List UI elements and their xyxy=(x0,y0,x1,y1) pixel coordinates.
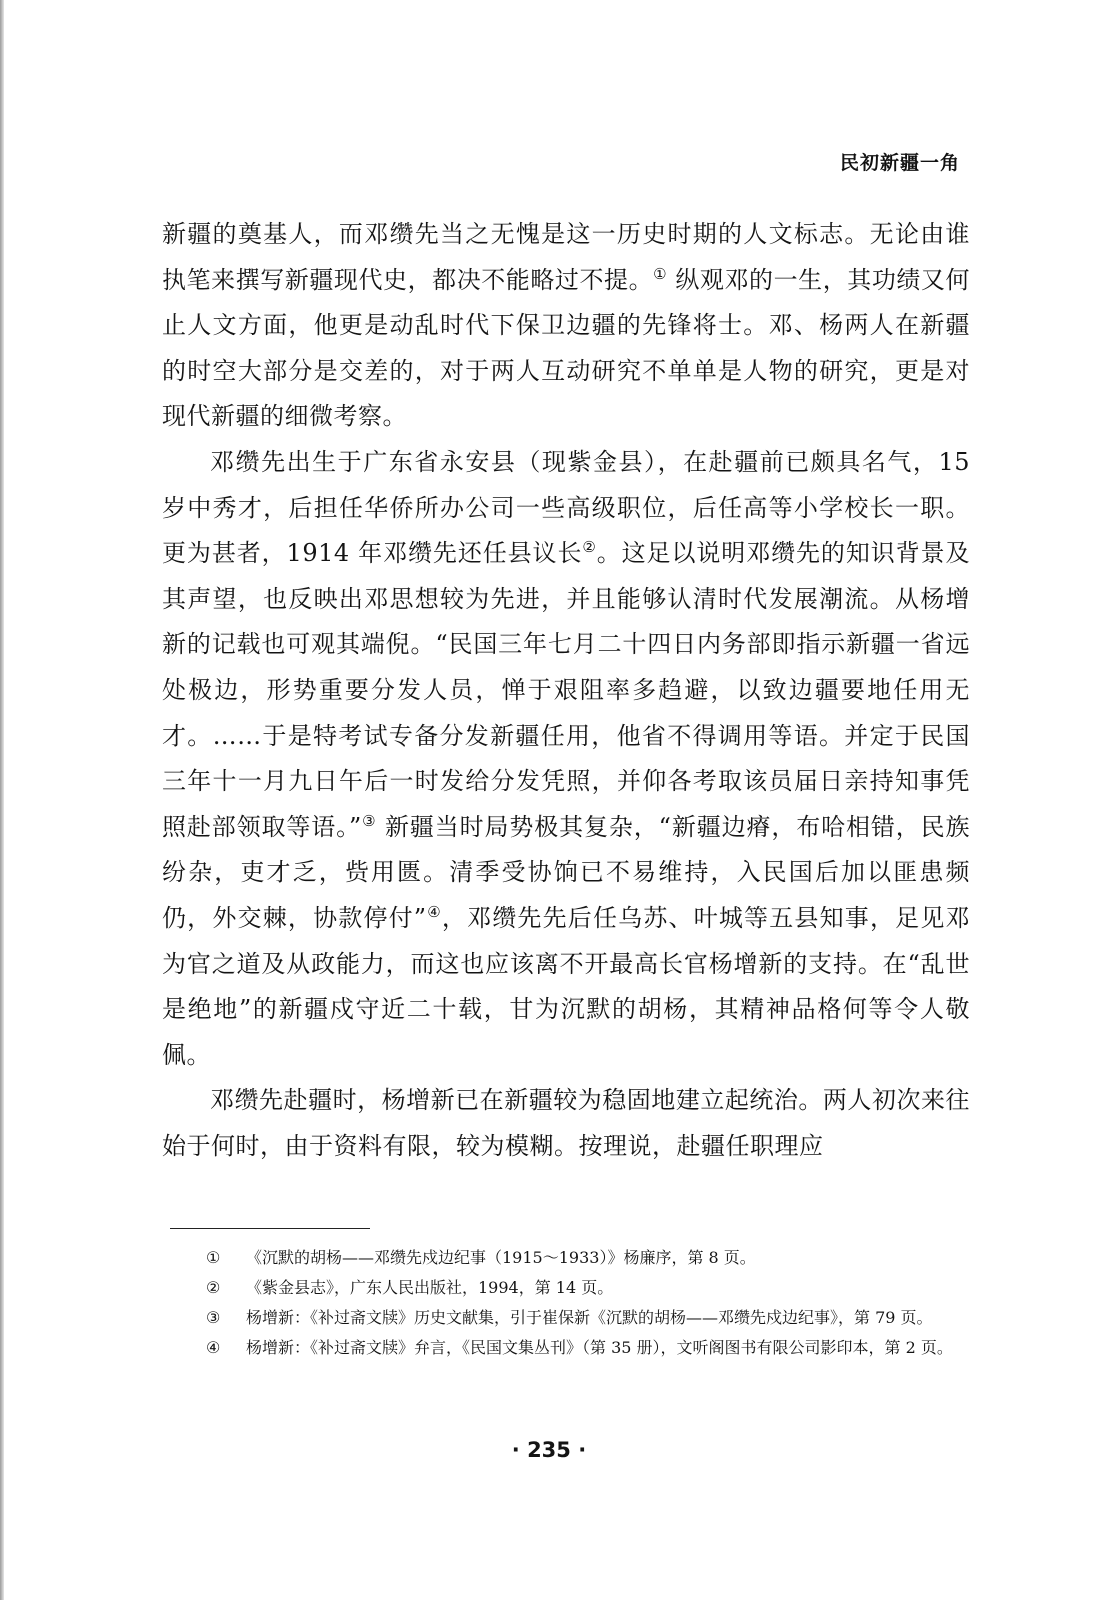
paragraph-1 xyxy=(162,212,970,440)
footnote-text: 杨增新：《补过斋文牍》弁言，《民国文集丛刊》（第 35 册），文听阁图书有限公司影印本，第 2 页。 xyxy=(246,1338,953,1357)
paragraph-1-text: 纵观邓的一生，其功绩又何止人文方面，他更是动乱时代下保卫边疆的先锋将士。邓、杨两人在新疆的时空大部分是交差的，对于两人互动研究不单单是人物的研究，更是对现代新疆的细微考察。 xyxy=(162,265,970,431)
paragraph-3-text: 邓缵先赴疆时，杨增新已在新疆较为稳固地建立起统治。两人初次来往始于何时，由于资料有限，较为模糊。按理说，赴疆任职理应 xyxy=(162,1086,970,1160)
paragraph-3 xyxy=(162,1078,970,1169)
footnote-4 xyxy=(206,1336,974,1360)
footnote-marker: ④ xyxy=(206,1338,221,1357)
paragraph-2-text: 邓缵先出生于广东省永安县（现紫金县），在赴疆前已颇具名气，15 岁中秀才，后担任华侨所办公司一些高级职位，后任高等小学校长一职。更为甚者，1914 年邓缵先还任县议长 xyxy=(162,447,970,568)
footnote-marker: ① xyxy=(206,1248,221,1267)
scan-edge xyxy=(0,0,4,1600)
footnote-marker: ② xyxy=(206,1278,221,1297)
paragraph-2-text: 新疆当时局势极其复杂，“新疆边瘠，布哈相错，民族纷杂，吏才乏，赀用匮。清季受协饷已不易维持，入民国后加以匪患频仍，外交棘，协款停付” xyxy=(162,812,970,932)
footnote-ref-3: ③ xyxy=(361,811,377,830)
paragraph-2-text: 。这足以说明邓缵先的知识背景及其声望，也反映出邓思想较为先进，并且能够认清时代发展潮流。从杨增新的记载也可观其端倪。“民国三年七月二十四日内务部即指示新疆一省远处极边，形势重要分发人员，惮于艰阻率多趋避，以致边疆要地任用无才。……于是特考试专备分发新疆任用，他省不得调用等语。并定于民国三年十一月九日午后一时发给分发凭照，并仰各考取该员届日亲持知事凭照赴部领取等语。” xyxy=(162,539,970,841)
footnote-text: 《沉默的胡杨——邓缵先戍边纪事（1915～1933）》杨廉序，第 8 页。 xyxy=(246,1248,756,1267)
footnote-ref-2: ② xyxy=(582,538,597,557)
paragraph-2 xyxy=(162,440,970,1078)
footnote-text: 杨增新：《补过斋文牍》历史文献集，引于崔保新《沉默的胡杨——邓缵先戍边纪事》，第 79 页。 xyxy=(246,1308,933,1327)
footnote-ref-1: ① xyxy=(653,264,668,283)
footnote-3 xyxy=(206,1306,974,1330)
footnote-text: 《紫金县志》，广东人民出版社，1994，第 14 页。 xyxy=(246,1278,614,1297)
paragraph-1-text: 新疆的奠基人，而邓缵先当之无愧是这一历史时期的人文标志。无论由谁执笔来撰写新疆现代史，都决不能略过不提。 xyxy=(162,220,970,294)
footnote-separator xyxy=(170,1228,370,1229)
body-text xyxy=(162,212,970,1169)
running-header: 民初新疆一角 xyxy=(839,152,960,174)
footnote-1 xyxy=(206,1246,974,1270)
footnote-ref-4: ④ xyxy=(426,902,442,921)
paragraph-2-text: ，邓缵先先后任乌苏、叶城等五县知事，足见邓为官之道及从政能力，而这也应该离不开最高长官杨增新的支持。在“乱世是绝地”的新疆戍守近二十载，甘为沉默的胡杨，其精神品格何等令人敬佩。 xyxy=(162,903,970,1069)
footnotes xyxy=(206,1246,974,1366)
footnote-2 xyxy=(206,1276,974,1300)
page-number: · 235 · xyxy=(511,1438,587,1462)
footnote-marker: ③ xyxy=(206,1308,221,1327)
